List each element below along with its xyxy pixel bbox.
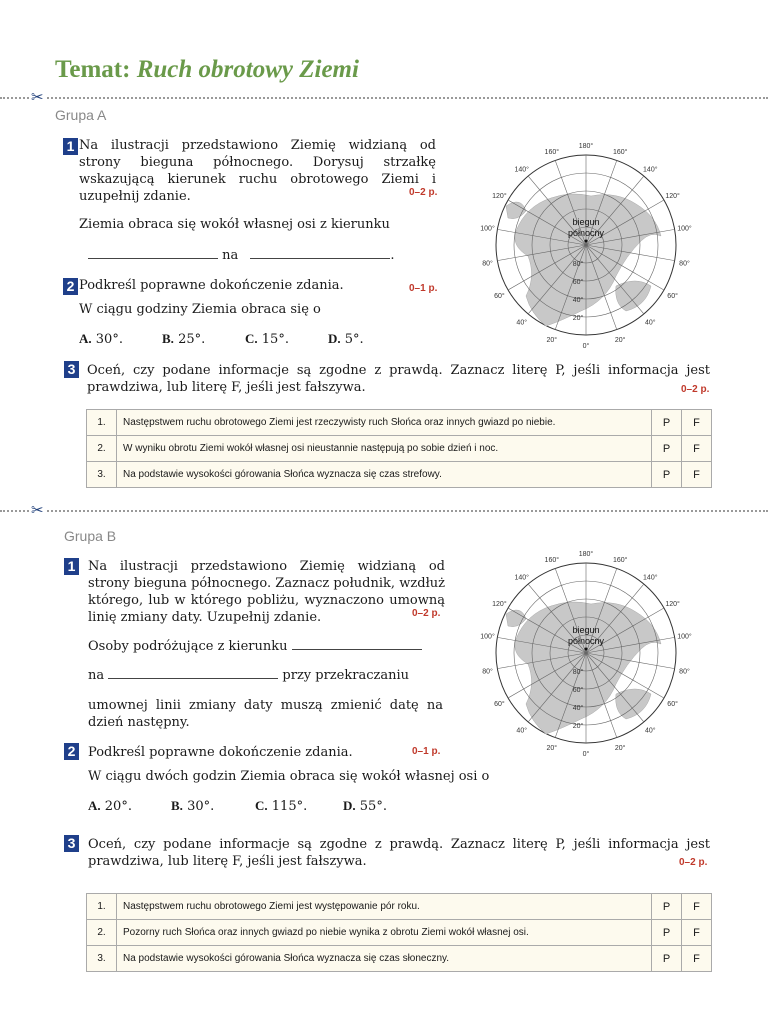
na-label: na	[222, 248, 239, 263]
longitude-label: 120°	[492, 601, 507, 608]
option-f[interactable]: F	[682, 920, 712, 946]
title-topic: Ruch obrotowy Ziemi	[136, 56, 359, 83]
group-a-label: Grupa A	[55, 107, 107, 123]
table-row	[87, 410, 712, 436]
question-number-badge: 1	[63, 138, 78, 155]
answer-option[interactable]: A. 20°.	[88, 798, 132, 814]
pole-label-text: północny	[567, 636, 605, 646]
option-p[interactable]: P	[652, 946, 682, 972]
points-badge: 0–1 p.	[409, 283, 438, 294]
row-statement: Następstwem ruchu obrotowego Ziemi jest rzeczywisty ruch Słońca oraz innych gwiazd po niebie.	[117, 410, 652, 436]
longitude-label: 140°	[643, 166, 658, 174]
answer-option[interactable]: B. 30°.	[171, 798, 215, 814]
question-number-badge: 1	[64, 558, 79, 575]
latitude-label: 80°	[572, 669, 584, 676]
option-f[interactable]: F	[682, 436, 712, 462]
longitude-label: 140°	[643, 574, 658, 582]
answer-blank-from[interactable]	[88, 247, 218, 259]
option-f[interactable]: F	[682, 410, 712, 436]
longitude-label: 80°	[482, 668, 493, 676]
question-number-badge: 3	[64, 361, 79, 378]
option-f[interactable]: F	[682, 462, 712, 488]
option-f[interactable]: F	[682, 894, 712, 920]
longitude-label: 100°	[480, 633, 495, 641]
question-number-badge: 3	[64, 835, 79, 852]
longitude-label: 100°	[480, 225, 495, 233]
question-2-stem: W ciągu dwóch godzin Ziemia obraca się wokół własnej osi o	[88, 769, 490, 784]
points-badge: 0–2 p.	[409, 187, 438, 198]
longitude-label: 60°	[667, 293, 678, 300]
true-false-table	[86, 893, 712, 972]
answer-blank-to[interactable]	[250, 247, 390, 259]
answer-option[interactable]: D. 5°.	[328, 331, 364, 347]
question-2-text: Podkreśl poprawne dokończenie zdania.	[88, 745, 353, 760]
group-b-label: Grupa B	[64, 528, 117, 544]
answer-blank-to[interactable]	[108, 667, 278, 679]
fill-line-1	[88, 638, 422, 655]
fill-line-3: umownej linii zmiany daty muszą zmienić datę na dzień następny.	[88, 698, 443, 730]
longitude-label: 160°	[544, 149, 560, 157]
latitude-label: 20°	[572, 315, 584, 322]
row-number: 3.	[87, 462, 117, 488]
page-title	[55, 56, 359, 84]
table-row	[87, 946, 712, 972]
fill-line-2	[88, 667, 409, 684]
longitude-label: 40°	[644, 727, 656, 735]
fill-sentence: Ziemia obraca się wokół własnej osi z kierunku	[79, 217, 390, 232]
option-f[interactable]: F	[682, 946, 712, 972]
answer-line	[88, 247, 395, 263]
row-statement: Na podstawie wysokości górowania Słońca wyznacza się czas słoneczny.	[117, 946, 652, 972]
longitude-label: 180°	[578, 551, 594, 558]
row-number: 1.	[87, 410, 117, 436]
longitude-label: 120°	[665, 601, 680, 608]
pole-label-text: biegun	[572, 625, 600, 635]
question-3-text: Oceń, czy podane informacje są zgodne z prawdą. Zaznacz literę P, jeśli informacja jest prawdziwa, lub literę F, jeśli jest fałszywa.	[88, 837, 710, 869]
points-badge: 0–2 p.	[681, 384, 710, 395]
title-prefix: Temat:	[55, 56, 131, 83]
option-p[interactable]: P	[652, 920, 682, 946]
longitude-label: 0°	[582, 343, 590, 350]
table-row	[87, 920, 712, 946]
period-label: .	[390, 248, 395, 263]
table-row	[87, 894, 712, 920]
points-badge: 0–2 p.	[679, 857, 708, 868]
longitude-label: 80°	[679, 668, 690, 676]
question-1-text: Na ilustracji przedstawiono Ziemię widzianą od strony bieguna północnego. Dorysuj strzałkę wskazującą kierunek ruchu obrotowego Ziemi i uzupełnij zdanie.	[79, 138, 436, 204]
latitude-label: 60°	[572, 687, 584, 694]
longitude-label: 160°	[612, 149, 628, 157]
longitude-label: 160°	[612, 557, 628, 565]
longitude-label: 40°	[644, 319, 656, 327]
longitude-label: 20°	[614, 744, 626, 752]
answer-option[interactable]: C. 15°.	[245, 331, 289, 347]
answer-blank-from[interactable]	[292, 638, 422, 650]
row-statement: Na podstawie wysokości górowania Słońca wyznacza się czas strefowy.	[117, 462, 652, 488]
answer-option[interactable]: B. 25°.	[162, 331, 206, 347]
cut-line	[0, 510, 768, 512]
scissors-icon: ✂	[31, 88, 44, 106]
question-1-text: Na ilustracji przedstawiono Ziemię widzianą od strony bieguna północnego. Zaznacz południk, wzdłuż którego, lub w którego pobliżu, wyznaczono umowną linię zmiany daty. Uzupełnij zdanie.	[88, 559, 445, 625]
question-2-text: Podkreśl poprawne dokończenie zdania.	[79, 278, 344, 293]
longitude-label: 20°	[546, 336, 558, 344]
row-statement: W wyniku obrotu Ziemi wokół własnej osi nieustannie następują po sobie dzień i noc.	[117, 436, 652, 462]
fill-text: przy przekraczaniu	[282, 668, 409, 683]
pole-label	[568, 217, 605, 238]
longitude-label: 160°	[544, 557, 560, 565]
table-row	[87, 436, 712, 462]
na-label: na	[88, 668, 105, 683]
longitude-label: 20°	[546, 744, 558, 752]
row-number: 2.	[87, 920, 117, 946]
longitude-label: 0°	[582, 751, 590, 758]
scissors-icon: ✂	[31, 501, 44, 519]
fill-text: Osoby podróżujące z kierunku	[88, 639, 288, 654]
option-p[interactable]: P	[652, 462, 682, 488]
points-badge: 0–1 p.	[412, 746, 441, 757]
longitude-label: 100°	[677, 225, 692, 233]
polar-map-a	[466, 136, 706, 350]
latitude-label: 40°	[572, 297, 584, 304]
points-badge: 0–2 p.	[412, 608, 441, 619]
longitude-label: 60°	[494, 293, 505, 300]
longitude-label: 100°	[677, 633, 692, 641]
longitude-label: 40°	[516, 727, 528, 735]
option-p[interactable]: P	[652, 410, 682, 436]
longitude-label: 40°	[516, 319, 528, 327]
answer-option[interactable]: A. 30°.	[79, 331, 123, 347]
longitude-label: 20°	[614, 336, 626, 344]
row-number: 2.	[87, 436, 117, 462]
question-number-badge: 2	[64, 743, 79, 760]
longitude-label: 60°	[494, 701, 505, 708]
latitude-label: 60°	[572, 279, 584, 286]
question-2-stem: W ciągu godziny Ziemia obraca się o	[79, 302, 321, 317]
longitude-label: 80°	[482, 260, 493, 268]
longitude-label: 180°	[578, 143, 594, 150]
answer-option[interactable]: C. 115°.	[255, 798, 308, 814]
longitude-label: 120°	[492, 193, 507, 200]
answer-option[interactable]: D. 55°.	[343, 798, 387, 814]
cut-line	[0, 97, 768, 99]
pole-point	[585, 648, 588, 651]
option-p[interactable]: P	[652, 436, 682, 462]
longitude-label: 80°	[679, 260, 690, 268]
longitude-label: 140°	[514, 574, 529, 582]
pole-point	[585, 240, 588, 243]
true-false-table	[86, 409, 712, 488]
row-number: 1.	[87, 894, 117, 920]
longitude-label: 60°	[667, 701, 678, 708]
row-statement: Następstwem ruchu obrotowego Ziemi jest występowanie pór roku.	[117, 894, 652, 920]
longitude-label: 120°	[665, 193, 680, 200]
question-3-text: Oceń, czy podane informacje są zgodne z prawdą. Zaznacz literę P, jeśli informacja jest prawdziwa, lub literę F, jeśli jest fałszywa.	[87, 363, 710, 395]
table-row	[87, 462, 712, 488]
polar-map-b	[466, 544, 706, 756]
pole-label-text: biegun	[572, 217, 600, 227]
latitude-label: 20°	[572, 723, 584, 730]
pole-label	[568, 625, 605, 646]
pole-label-text: północny	[567, 228, 605, 238]
row-statement: Pozorny ruch Słońca oraz innych gwiazd po niebie wynika z obrotu Ziemi wokół własnej osi.	[117, 920, 652, 946]
latitude-label: 80°	[572, 261, 584, 268]
longitude-label: 140°	[514, 166, 529, 174]
question-number-badge: 2	[63, 278, 78, 295]
option-p[interactable]: P	[652, 894, 682, 920]
row-number: 3.	[87, 946, 117, 972]
latitude-label: 40°	[572, 705, 584, 712]
